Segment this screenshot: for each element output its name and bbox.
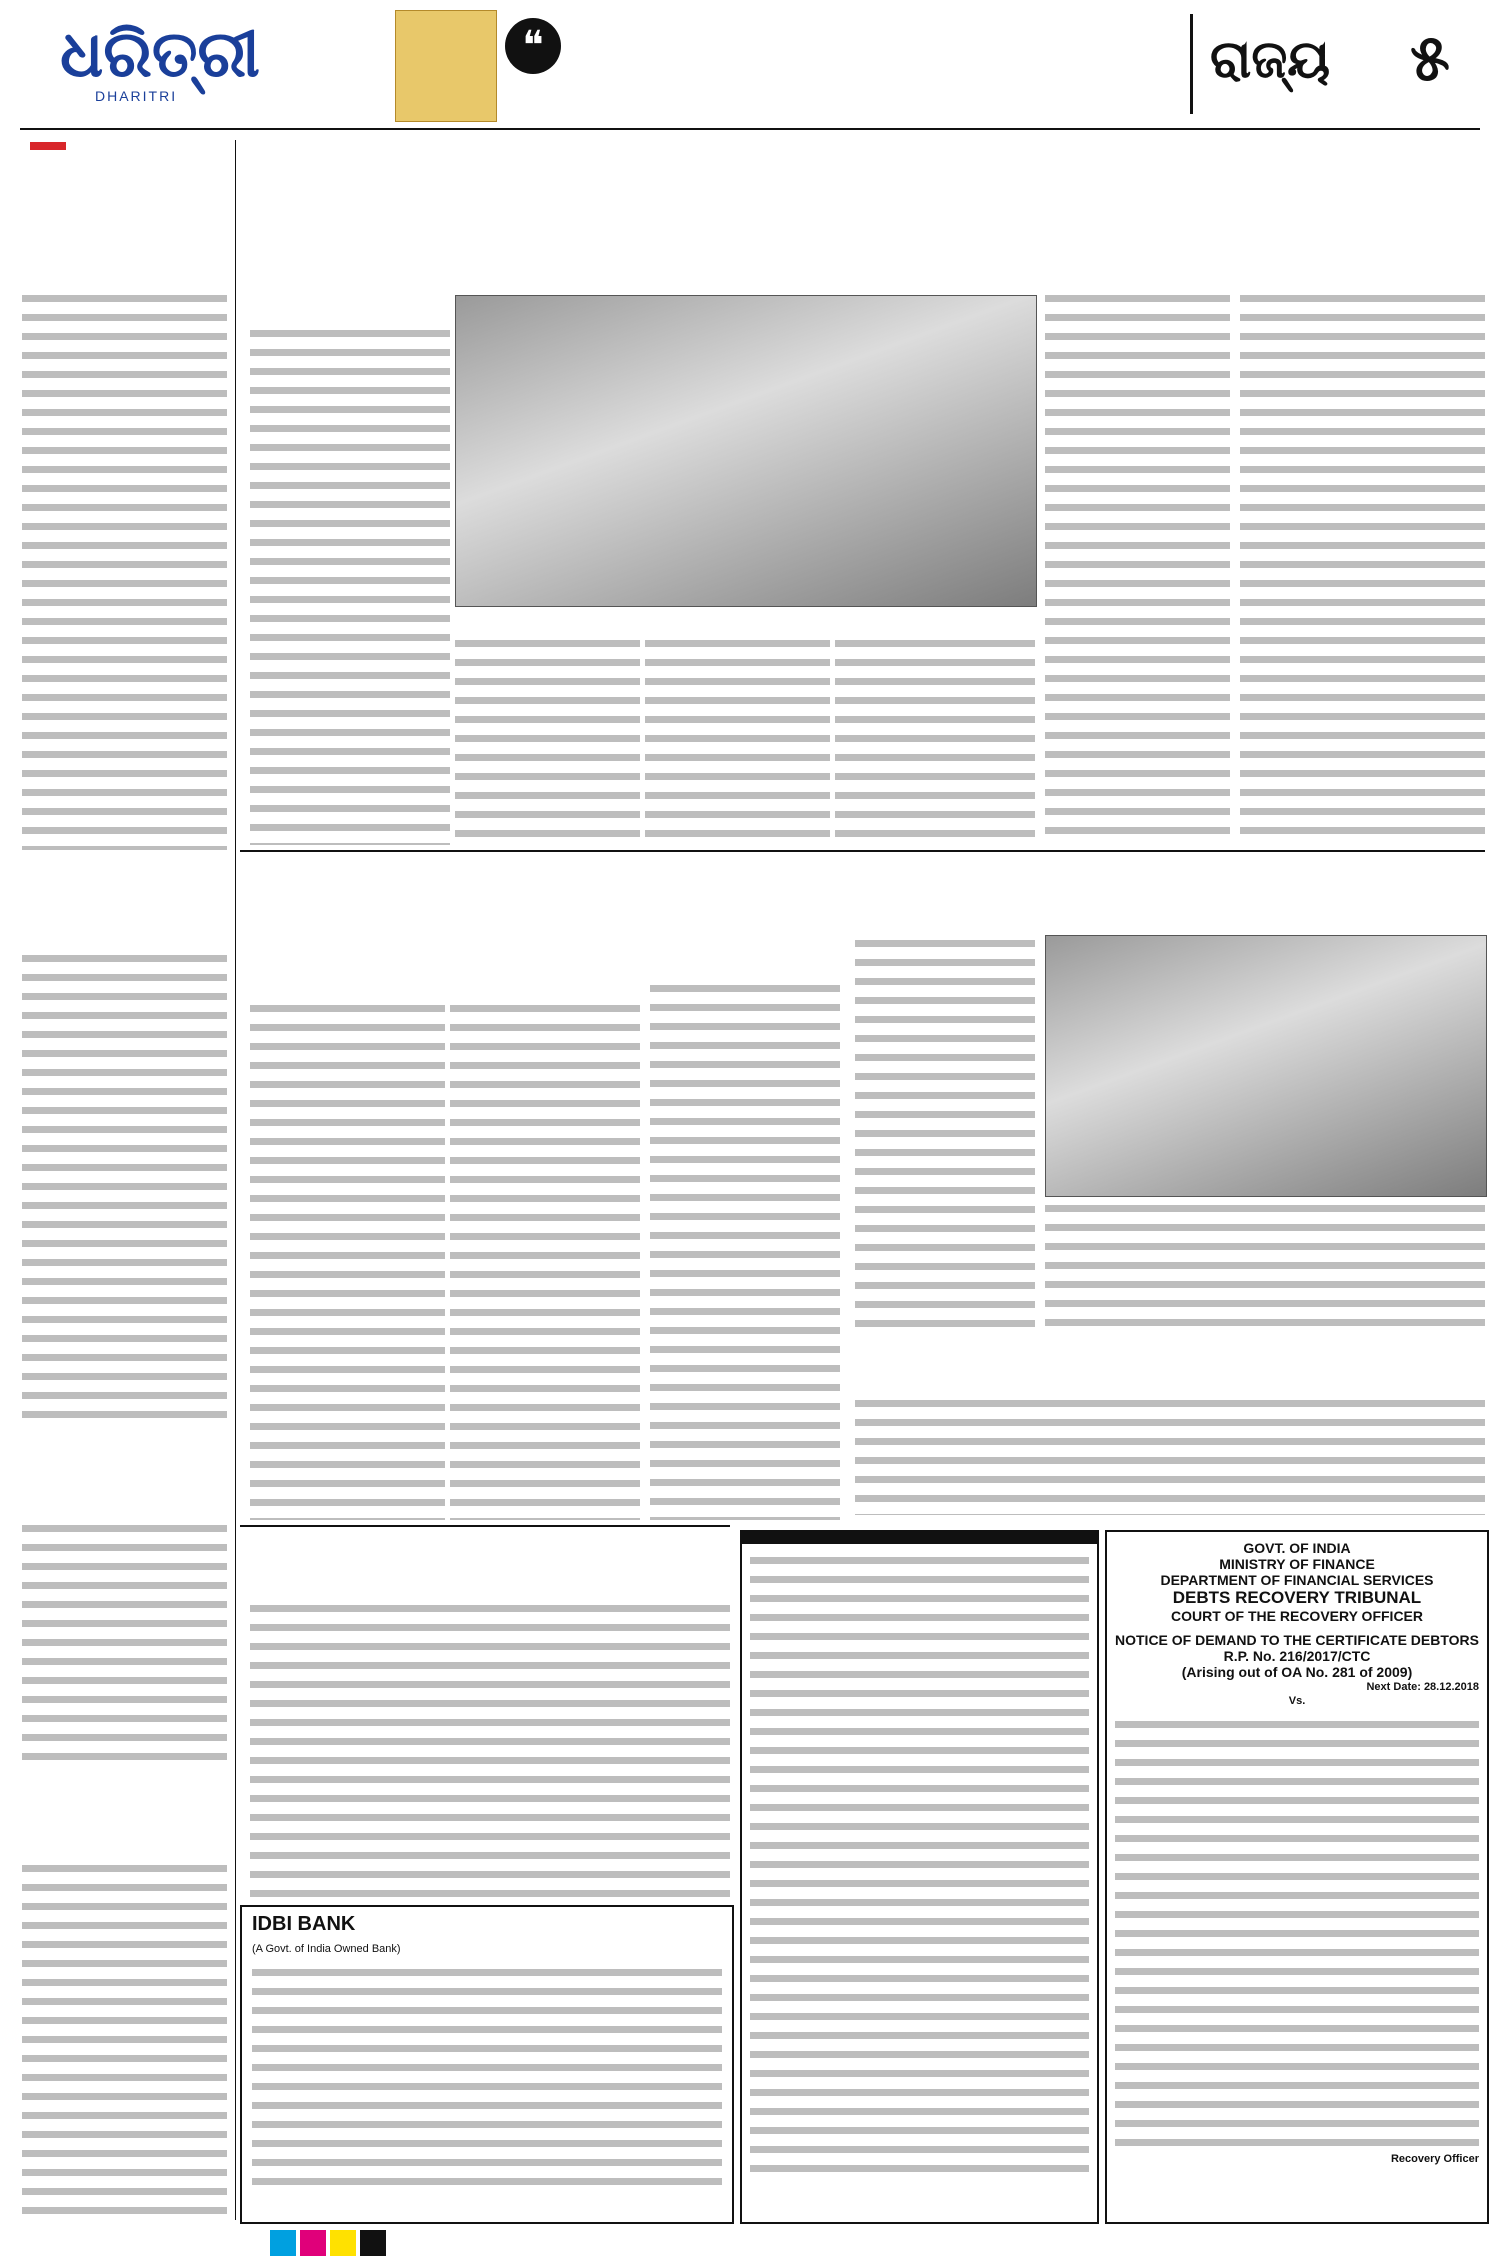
masthead-rule <box>20 128 1480 130</box>
drt-notice-body <box>1115 1716 1479 2146</box>
idbi-logo: IDBI BANK <box>252 1913 356 1935</box>
section-rule-2 <box>240 1525 730 1527</box>
left-article-4-body <box>22 1860 227 2220</box>
middle-c-body-1 <box>855 935 1035 1330</box>
masthead <box>0 0 1500 130</box>
registration-mark-yellow <box>330 2230 356 2256</box>
middle-d-body <box>855 1395 1485 1515</box>
middle-a-body-1 <box>250 1000 445 1520</box>
left-article-1-body <box>22 290 227 850</box>
lead-photo <box>455 295 1037 607</box>
newspaper-logo-subtitle: DHARITRI <box>95 88 178 104</box>
saint-portrait-image <box>395 10 497 122</box>
drt-notice-title: NOTICE OF DEMAND TO THE CERTIFICATE DEBTORS <box>1115 1632 1480 1648</box>
section-rule <box>240 850 1485 852</box>
middle-c-body-2 <box>1045 1200 1485 1330</box>
lead-body-col-3 <box>645 635 830 845</box>
quote-mark-icon: ❝ <box>505 18 561 74</box>
drt-case-number: R.P. No. 216/2017/CTC <box>1223 1648 1371 1664</box>
registration-mark-magenta <box>300 2230 326 2256</box>
railway-ad-body <box>750 1552 1089 2182</box>
drt-notice-ad <box>1105 1530 1489 2224</box>
middle-a-body-2 <box>450 1000 640 1520</box>
lead-body-col-1 <box>250 325 450 845</box>
railway-tender-ad <box>740 1530 1099 2224</box>
section-tag <box>30 142 66 150</box>
drt-line-3: DEPARTMENT OF FINANCIAL SERVICES <box>1160 1572 1434 1588</box>
lead-body-col-4 <box>835 635 1035 845</box>
drt-oa-number: (Arising out of OA No. 281 of 2009) <box>1181 1664 1413 1680</box>
drt-vs: Vs. <box>1288 1695 1306 1707</box>
column-divider <box>235 140 236 2220</box>
drt-line-5: COURT OF THE RECOVERY OFFICER <box>1170 1608 1423 1624</box>
drt-line-4: DEBTS RECOVERY TRIBUNAL <box>1172 1588 1422 1607</box>
drt-next-date: Next Date: 28.12.2018 <box>1366 1681 1479 1693</box>
section-name: ରାଜ୍ୟ <box>1210 30 1331 90</box>
idbi-ad-body <box>252 1964 722 2194</box>
protest-photo <box>1045 935 1487 1197</box>
middle-b-body <box>650 980 840 1520</box>
registration-mark-cyan <box>270 2230 296 2256</box>
registration-mark-black <box>360 2230 386 2256</box>
lead-body-col-2 <box>455 635 640 845</box>
drt-recovery-officer: Recovery Officer <box>1390 2153 1479 2165</box>
left-article-3-body <box>22 1520 227 1760</box>
idbi-subtitle: (A Govt. of India Owned Bank) <box>252 1943 401 1955</box>
drt-line-1: GOVT. OF INDIA <box>1243 1540 1351 1556</box>
lead-body-col-5 <box>1045 290 1230 845</box>
middle-e-body <box>250 1600 730 1900</box>
right-top-body <box>1240 290 1485 845</box>
left-article-2-body <box>22 950 227 1420</box>
page-number: ୫ <box>1410 22 1450 96</box>
drt-line-2: MINISTRY OF FINANCE <box>1219 1556 1375 1572</box>
idbi-bank-ad <box>240 1905 734 2224</box>
newspaper-logo: ଧରିତ୍ରୀ <box>60 18 260 92</box>
railway-ad-title <box>742 1532 1097 1544</box>
